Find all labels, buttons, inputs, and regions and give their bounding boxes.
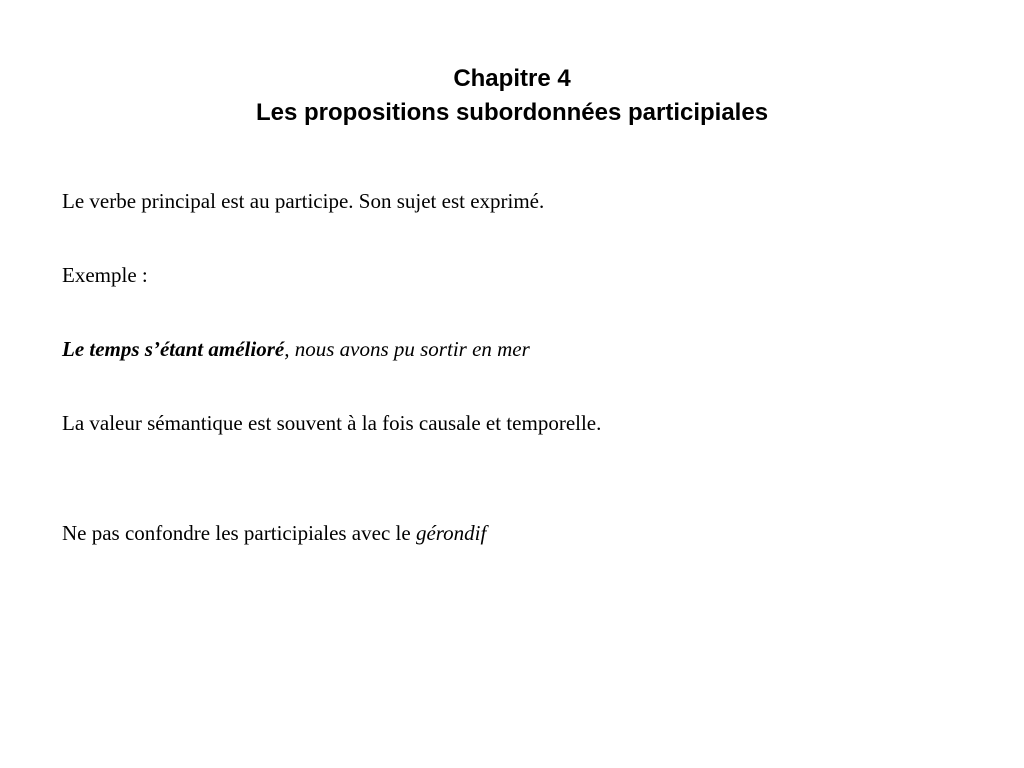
chapter-subtitle: Les propositions subordonnées participiales [255,99,769,126]
gerondif-note-text: Ne pas confondre les participiales avec le [62,521,416,545]
example-label: Exemple : [62,263,148,287]
semantic-value-text: La valeur sémantique est souvent à la fois causale et temporelle. [62,411,602,435]
example-participial-clause: Le temps s’étant amélioré [62,337,285,361]
chapter-heading: Chapitre 4 [453,65,571,92]
gerondif-term: gérondif [415,521,487,545]
gerondif-note [62,520,486,546]
slide-title [0,62,1024,130]
example-sentence [62,336,530,362]
example-main-clause: , nous avons pu sortir en mer [284,337,530,361]
definition-text: Le verbe principal est au participe. Son sujet est exprimé. [62,189,545,213]
